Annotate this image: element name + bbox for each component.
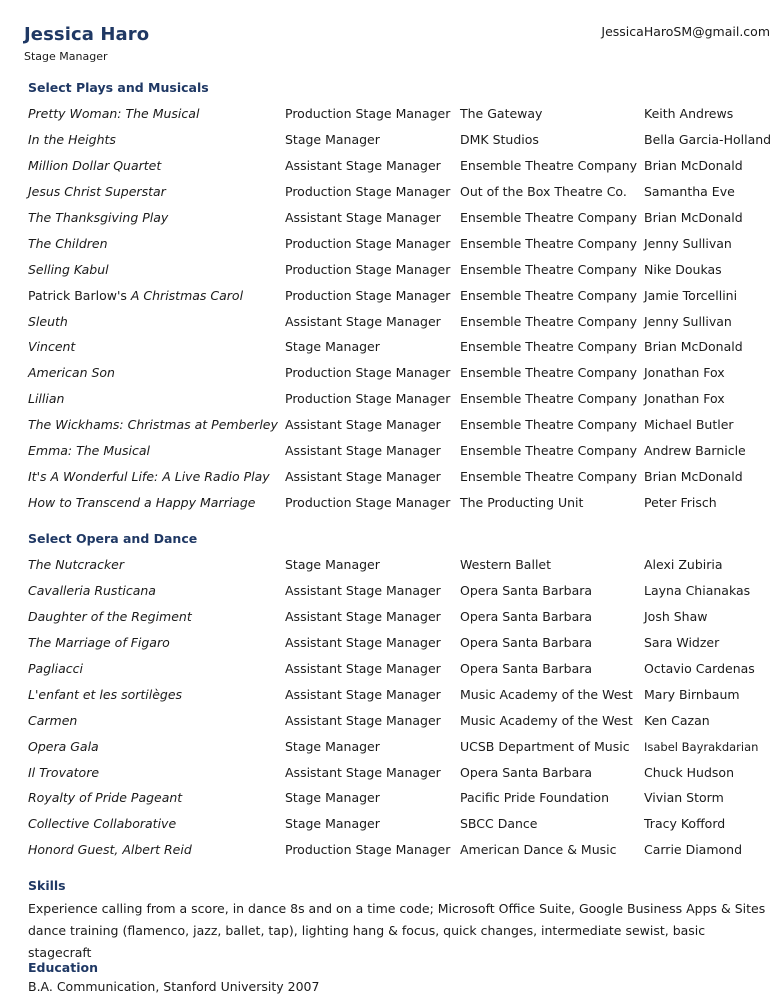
credit-row (28, 236, 778, 262)
credit-row (28, 495, 778, 521)
show-title-text: Million Dollar Quartet (28, 157, 162, 173)
company-cell: Ensemble Theatre Company (460, 443, 638, 459)
company-cell: The Producting Unit (460, 495, 584, 511)
company-cell: Opera Santa Barbara (460, 764, 593, 780)
director-cell: Andrew Barnicle (644, 443, 746, 459)
show-title (28, 495, 255, 510)
company-cell: SBCC Dance (460, 816, 538, 832)
director-cell: Carrie Diamond (644, 842, 743, 858)
director-cell: Octavio Cardenas (644, 660, 755, 676)
director-cell: Jonathan Fox (644, 365, 725, 381)
show-title-text: Collective Collaborative (28, 816, 177, 832)
show-title-text: Honord Guest, Albert Reid (28, 842, 192, 858)
position-cell: Assistant Stage Manager (285, 417, 441, 433)
plays-list (28, 106, 778, 521)
show-title-text: L'enfant et les sortilèges (28, 686, 183, 702)
show-title (28, 262, 109, 277)
skills-line-1: Experience calling from a score, in dance 8s and on a time code; Microsoft Office Suite, Google Business Apps & Sites (28, 901, 766, 916)
show-title-text: American Son (28, 365, 115, 381)
director-cell: Sara Widzer (644, 634, 720, 650)
show-title (28, 661, 83, 676)
position-cell: Stage Manager (285, 738, 380, 754)
show-title-text: The Wickhams: Christmas at Pemberley (28, 417, 278, 433)
position-cell: Assistant Stage Manager (285, 157, 441, 173)
company-cell: Ensemble Theatre Company (460, 391, 638, 407)
company-cell: American Dance & Music (460, 842, 617, 858)
director-cell: Tracy Kofford (644, 816, 726, 832)
show-title-text: The Thanksgiving Play (28, 209, 169, 225)
show-title-text: Jesus Christ Superstar (28, 183, 166, 199)
position-cell: Assistant Stage Manager (285, 712, 441, 728)
position-cell: Assistant Stage Manager (285, 443, 441, 459)
show-title-text: Selling Kabul (28, 261, 109, 277)
show-title-text: Royalty of Pride Pageant (28, 790, 183, 806)
position-cell: Production Stage Manager (285, 365, 451, 381)
show-title (28, 106, 199, 121)
company-cell: Ensemble Theatre Company (460, 261, 638, 277)
director-cell: Isabel Bayrakdarian (644, 739, 759, 754)
director-cell: Jamie Torcellini (644, 287, 738, 303)
position-cell: Production Stage Manager (285, 106, 451, 121)
credit-row (28, 790, 778, 816)
director-cell: Michael Butler (644, 417, 734, 433)
show-title-text: Emma: The Musical (28, 443, 151, 459)
credit-row (28, 557, 778, 583)
director-cell: Nike Doukas (644, 261, 722, 277)
company-cell: The Gateway (460, 106, 543, 121)
show-title (28, 816, 176, 831)
credit-row (28, 583, 778, 609)
credit-row (28, 842, 778, 868)
credit-row (28, 184, 778, 210)
position-cell: Production Stage Manager (285, 842, 451, 858)
credit-row (28, 365, 778, 391)
skills-section-title: Skills (28, 878, 66, 893)
director-cell: Alexi Zubiria (644, 557, 723, 572)
company-cell: Music Academy of the West (460, 712, 633, 728)
company-cell: Music Academy of the West (460, 686, 633, 702)
show-title-text: How to Transcend a Happy Marriage (28, 495, 256, 511)
show-title-text: Pagliacci (28, 660, 83, 676)
position-cell: Production Stage Manager (285, 183, 451, 199)
credit-row (28, 765, 778, 791)
director-cell: Peter Frisch (644, 495, 717, 511)
opera-section-title: Select Opera and Dance (28, 531, 198, 546)
show-title (28, 557, 124, 572)
position-cell: Assistant Stage Manager (285, 634, 441, 650)
director-cell: Vivian Storm (644, 790, 724, 806)
show-title-text: Cavalleria Rusticana (28, 582, 156, 598)
show-title (28, 713, 77, 728)
position-cell: Assistant Stage Manager (285, 469, 441, 485)
show-title-text: It's A Wonderful Life: A Live Radio Play (28, 469, 270, 485)
show-title (28, 635, 170, 650)
credit-row (28, 635, 778, 661)
show-title (28, 417, 278, 432)
show-title-text: Lillian (28, 391, 65, 407)
credit-row (28, 210, 778, 236)
credit-row (28, 469, 778, 495)
director-cell: Layna Chianakas (644, 582, 751, 598)
show-title (28, 739, 99, 754)
company-cell: Ensemble Theatre Company (460, 287, 638, 303)
skills-line-2: dance training (flamenco, jazz, ballet, tap), lighting hang & focus, quick changes, intermediate sewist, basic stagecraft (28, 923, 706, 960)
director-cell: Jenny Sullivan (644, 313, 732, 329)
position-cell: Assistant Stage Manager (285, 660, 441, 676)
position-cell: Stage Manager (285, 131, 380, 147)
credit-row (28, 417, 778, 443)
show-title (28, 790, 182, 805)
director-cell: Brian McDonald (644, 209, 743, 225)
show-title (28, 609, 192, 624)
company-cell: Ensemble Theatre Company (460, 365, 638, 381)
company-cell: Ensemble Theatre Company (460, 469, 638, 485)
show-title-text: Carmen (28, 712, 78, 728)
director-cell: Chuck Hudson (644, 764, 734, 780)
company-cell: UCSB Department of Music (460, 738, 630, 754)
show-title-text: Vincent (28, 339, 76, 355)
credit-row (28, 739, 778, 765)
company-cell: Ensemble Theatre Company (460, 339, 638, 355)
company-cell: Opera Santa Barbara (460, 582, 593, 598)
director-cell: Jonathan Fox (644, 391, 725, 407)
company-cell: Ensemble Theatre Company (460, 417, 638, 433)
director-cell: Josh Shaw (644, 608, 708, 624)
show-title-text: The Marriage of Figaro (28, 634, 170, 650)
show-title (28, 236, 108, 251)
position-cell: Stage Manager (285, 816, 380, 832)
show-title (28, 339, 75, 354)
show-title (28, 842, 192, 857)
show-title-text: A Christmas Carol (130, 287, 244, 303)
education-line-1: B.A. Communication, Stanford University 2007 (28, 979, 320, 994)
show-title (28, 158, 161, 173)
position-cell: Stage Manager (285, 790, 380, 806)
show-title-text: In the Heights (28, 131, 116, 147)
company-cell: Ensemble Theatre Company (460, 157, 638, 173)
credit-row (28, 339, 778, 365)
opera-list (28, 557, 778, 868)
company-cell: Pacific Pride Foundation (460, 790, 610, 806)
show-title (28, 469, 270, 484)
credit-row (28, 262, 778, 288)
company-cell: Out of the Box Theatre Co. (460, 183, 627, 199)
position-cell: Assistant Stage Manager (285, 209, 441, 225)
company-cell: Opera Santa Barbara (460, 660, 593, 676)
show-title (28, 288, 243, 303)
position-cell: Assistant Stage Manager (285, 608, 441, 624)
credit-row (28, 713, 778, 739)
job-title: Stage Manager (24, 50, 108, 63)
position-cell: Stage Manager (285, 557, 380, 572)
director-cell: Bella Garcia-Holland (644, 131, 772, 147)
director-cell: Samantha Eve (644, 183, 735, 199)
director-cell: Keith Andrews (644, 106, 734, 121)
company-cell: Opera Santa Barbara (460, 608, 593, 624)
show-title-text: Opera Gala (28, 738, 99, 754)
company-cell: Ensemble Theatre Company (460, 313, 638, 329)
show-title-text: The Nutcracker (28, 557, 125, 572)
position-cell: Production Stage Manager (285, 261, 451, 277)
position-cell: Production Stage Manager (285, 391, 451, 407)
show-title (28, 365, 115, 380)
company-cell: Opera Santa Barbara (460, 634, 593, 650)
show-title (28, 184, 166, 199)
credit-row (28, 132, 778, 158)
company-cell: Ensemble Theatre Company (460, 235, 638, 251)
credit-row (28, 158, 778, 184)
email-address[interactable]: JessicaHaroSM@gmail.com (601, 24, 770, 39)
show-title-prefix: Patrick Barlow's (28, 287, 131, 303)
show-title-text: Daughter of the Regiment (28, 608, 192, 624)
show-title-text: The Children (28, 235, 108, 251)
credit-row (28, 314, 778, 340)
show-title (28, 210, 168, 225)
position-cell: Production Stage Manager (285, 287, 451, 303)
credit-row (28, 816, 778, 842)
credit-row (28, 661, 778, 687)
director-cell: Brian McDonald (644, 339, 743, 355)
director-cell: Mary Birnbaum (644, 686, 740, 702)
show-title (28, 583, 156, 598)
person-name: Jessica Haro (24, 24, 150, 45)
education-section-title: Education (28, 960, 98, 975)
position-cell: Assistant Stage Manager (285, 313, 441, 329)
position-cell: Assistant Stage Manager (285, 686, 441, 702)
position-cell: Production Stage Manager (285, 235, 451, 251)
show-title (28, 443, 150, 458)
plays-section-title: Select Plays and Musicals (28, 80, 209, 95)
credit-row (28, 609, 778, 635)
position-cell: Stage Manager (285, 339, 380, 355)
company-cell: Western Ballet (460, 557, 552, 572)
show-title-text: Sleuth (28, 313, 68, 329)
show-title (28, 687, 182, 702)
credit-row (28, 288, 778, 314)
credit-row (28, 443, 778, 469)
position-cell: Assistant Stage Manager (285, 764, 441, 780)
credit-row (28, 106, 778, 132)
credit-row (28, 687, 778, 713)
show-title-text: Il Trovatore (28, 764, 100, 780)
credit-row (28, 391, 778, 417)
show-title-text: Pretty Woman: The Musical (28, 106, 200, 121)
position-cell: Production Stage Manager (285, 495, 451, 511)
show-title (28, 391, 64, 406)
director-cell: Ken Cazan (644, 712, 710, 728)
position-cell: Assistant Stage Manager (285, 582, 441, 598)
show-title (28, 314, 68, 329)
show-title (28, 765, 99, 780)
company-cell: Ensemble Theatre Company (460, 209, 638, 225)
company-cell: DMK Studios (460, 131, 539, 147)
director-cell: Brian McDonald (644, 469, 743, 485)
director-cell: Jenny Sullivan (644, 235, 732, 251)
show-title (28, 132, 116, 147)
director-cell: Brian McDonald (644, 157, 743, 173)
